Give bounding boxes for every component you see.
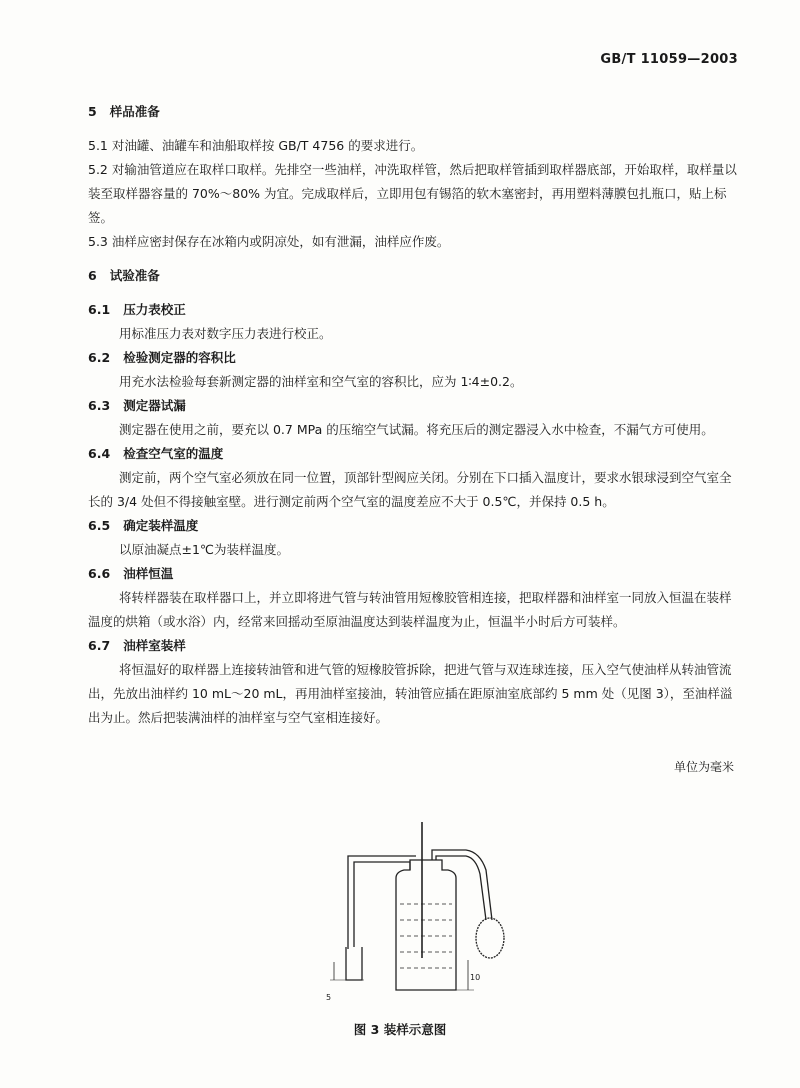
dimension-label-left: 5	[326, 993, 332, 1002]
sampling-apparatus-diagram	[320, 812, 520, 1012]
clause-6-5-heading: 6.5 确定装样温度	[88, 518, 199, 533]
clause-6-1-body: 用标准压力表对数字压力表进行校正。	[119, 326, 332, 341]
document-body	[88, 100, 740, 730]
oil-chamber-tube	[346, 947, 362, 980]
clause-6-7-body: 将恒温好的取样器上连接转油管和进气管的短橡胶管拆除，把进气管与双连球连接，压入空气使油样从转油管流出，先放出油样约 10 mL～20 mL，再用油样室接油，转油管应插在距原油室底部约 5 mm 处（见图 3），至油样溢出为止。然后把装满油样的油样室与空气室相连接好。	[88, 662, 733, 725]
clause-5-2: 5.2 对输油管道应在取样口取样。先排空一些油样，冲洗取样管，然后把取样管插到取样器底部，开始取样，取样量以装至取样器容量的 70%～80% 为宜。完成取样后，立即用包有锡箔的软木塞密封，再用塑料薄膜包扎瓶口，贴上标签。	[88, 162, 737, 225]
dimension-label-right: 10	[470, 973, 481, 982]
unit-note: 单位为毫米	[673, 760, 734, 774]
clause-6-4-heading: 6.4 检查空气室的温度	[88, 446, 224, 461]
clause-5-3: 5.3 油样应密封保存在冰箱内或阴凉处，如有泄漏，油样应作废。	[88, 234, 450, 249]
clause-6-1-heading: 6.1 压力表校正	[88, 302, 186, 317]
double-bulb	[476, 918, 504, 958]
sampler-bottle	[396, 860, 456, 990]
section-5-heading: 5 样品准备	[88, 104, 160, 119]
clause-6-7-heading: 6.7 油样室装样	[88, 638, 186, 653]
standard-number: GB/T 11059—2003	[600, 52, 738, 67]
clause-6-4-body: 测定前，两个空气室必须放在同一位置，顶部针型阀应关闭。分别在下口插入温度计，要求水银球浸到空气室全长的 3/4 处但不得接触室壁。进行测定前两个空气室的温度差应不大于 0.5℃，并保持 0.5 h。	[88, 470, 732, 509]
clause-6-6-body: 将转样器装在取样器口上，并立即将进气管与转油管用短橡胶管相连接，把取样器和油样室一同放入恒温在装样温度的烘箱（或水浴）内，经常来回摇动至原油温度达到装样温度为止，恒温半小时后方可装样。	[88, 590, 732, 629]
figure-caption: 图 3 装样示意图	[353, 1022, 447, 1037]
clause-6-5-body: 以原油凝点±1℃为装样温度。	[119, 542, 289, 557]
clause-6-3-body: 测定器在使用之前，要充以 0.7 MPa 的压缩空气试漏。将充压后的测定器浸入水中检查，不漏气方可使用。	[119, 422, 714, 437]
clause-5-1: 5.1 对油罐、油罐车和油船取样按 GB/T 4756 的要求进行。	[88, 138, 424, 153]
clause-6-2-body: 用充水法检验每套新测定器的油样室和空气室的容积比，应为 1∶4±0.2。	[119, 374, 523, 389]
section-6-heading: 6 试验准备	[88, 268, 160, 283]
clause-6-3-heading: 6.3 测定器试漏	[88, 398, 186, 413]
clause-6-6-heading: 6.6 油样恒温	[88, 566, 174, 581]
clause-6-2-heading: 6.2 检验测定器的容积比	[88, 350, 236, 365]
